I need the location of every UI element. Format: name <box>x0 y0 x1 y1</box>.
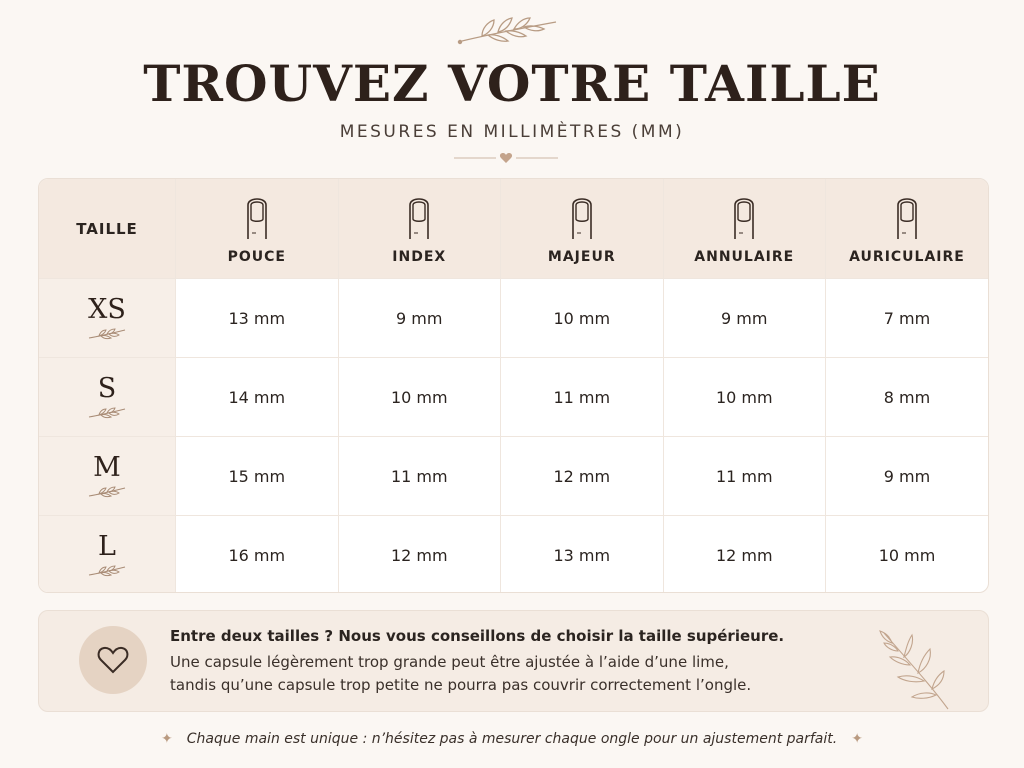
finger-label: POUCE <box>227 248 286 265</box>
finger-nail-icon <box>567 193 597 239</box>
size-label: L <box>98 531 116 562</box>
finger-label: ANNULAIRE <box>694 248 795 265</box>
table-row <box>39 437 988 516</box>
finger-nail-icon <box>892 193 922 239</box>
finger-header-pouce <box>176 179 339 279</box>
table-cell: 11 mm <box>501 358 664 437</box>
table-cell: 7 mm <box>826 279 989 358</box>
heart-icon <box>96 643 130 677</box>
table-row <box>39 358 988 437</box>
table-cell: 12 mm <box>501 437 664 516</box>
footer-note <box>0 729 1024 749</box>
table-cell: 11 mm <box>663 437 826 516</box>
note-text-line: tandis qu’une capsule trop petite ne pourra pas couvrir correctement l’ongle. <box>170 676 752 694</box>
leaf-sprig-icon <box>452 14 562 48</box>
page-title: TROUVEZ VOTRE TAILLE <box>143 54 881 113</box>
table-cell: 10 mm <box>663 358 826 437</box>
size-cell <box>39 358 176 437</box>
page-subtitle: MESURES EN MILLIMÈTRES (MM) <box>339 122 685 142</box>
sparkle-icon: ✦ <box>161 731 173 747</box>
heart-badge <box>79 626 147 694</box>
leaf-sprig-icon <box>87 564 127 578</box>
table-cell: 9 mm <box>663 279 826 358</box>
table-cell: 10 mm <box>878 545 936 565</box>
table-cell: 12 mm <box>338 516 501 594</box>
finger-header-majeur <box>501 179 664 279</box>
advice-note <box>38 610 989 712</box>
size-label: M <box>93 452 121 483</box>
table-cell: 13 mm <box>176 279 339 358</box>
table-row <box>39 516 988 594</box>
table-cell: 14 mm <box>176 358 339 437</box>
table-cell: 10 mm <box>338 358 501 437</box>
size-table <box>38 178 989 593</box>
finger-label: MAJEUR <box>547 248 616 265</box>
finger-label: AURICULAIRE <box>849 248 965 265</box>
leaf-sprig-icon <box>87 485 127 499</box>
size-cell <box>39 279 176 358</box>
table-header-row <box>39 179 988 279</box>
note-headline: Entre deux tailles ? Nous vous conseillons de choisir la taille supérieure. <box>170 627 785 645</box>
table-cell: 16 mm <box>176 516 339 594</box>
table-cell: 8 mm <box>826 358 989 437</box>
finger-header-index <box>338 179 501 279</box>
finger-nail-icon <box>729 193 759 239</box>
finger-label: INDEX <box>392 248 447 265</box>
table-cell: 9 mm <box>338 279 501 358</box>
finger-nail-icon <box>242 193 272 239</box>
size-label: S <box>97 373 117 404</box>
table-cell: 9 mm <box>826 437 989 516</box>
table-cell: 11 mm <box>338 437 501 516</box>
size-label: XS <box>88 294 126 325</box>
heart-icon <box>454 150 558 166</box>
footer-text: Chaque main est unique : n’hésitez pas à mesurer chaque ongle pour un ajustement parfait. <box>186 731 838 747</box>
note-text-line: Une capsule légèrement trop grande peut être ajustée à l’aide d’une lime, <box>170 653 729 671</box>
sparkle-icon: ✦ <box>851 731 863 747</box>
table-cell: 13 mm <box>501 516 664 594</box>
table-row <box>39 279 988 358</box>
table-cell: 15 mm <box>176 437 339 516</box>
finger-header-annulaire <box>663 179 826 279</box>
size-cell <box>39 437 176 516</box>
size-cell <box>39 516 176 594</box>
leaf-sprig-icon <box>87 406 127 420</box>
finger-header-auriculaire <box>826 179 989 279</box>
table-cell: 10 mm <box>501 279 664 358</box>
leaf-branch-icon <box>862 625 952 711</box>
leaf-sprig-icon <box>87 327 127 341</box>
size-column-header: TAILLE <box>39 179 176 279</box>
table-cell: 12 mm <box>663 516 826 594</box>
finger-nail-icon <box>404 193 434 239</box>
